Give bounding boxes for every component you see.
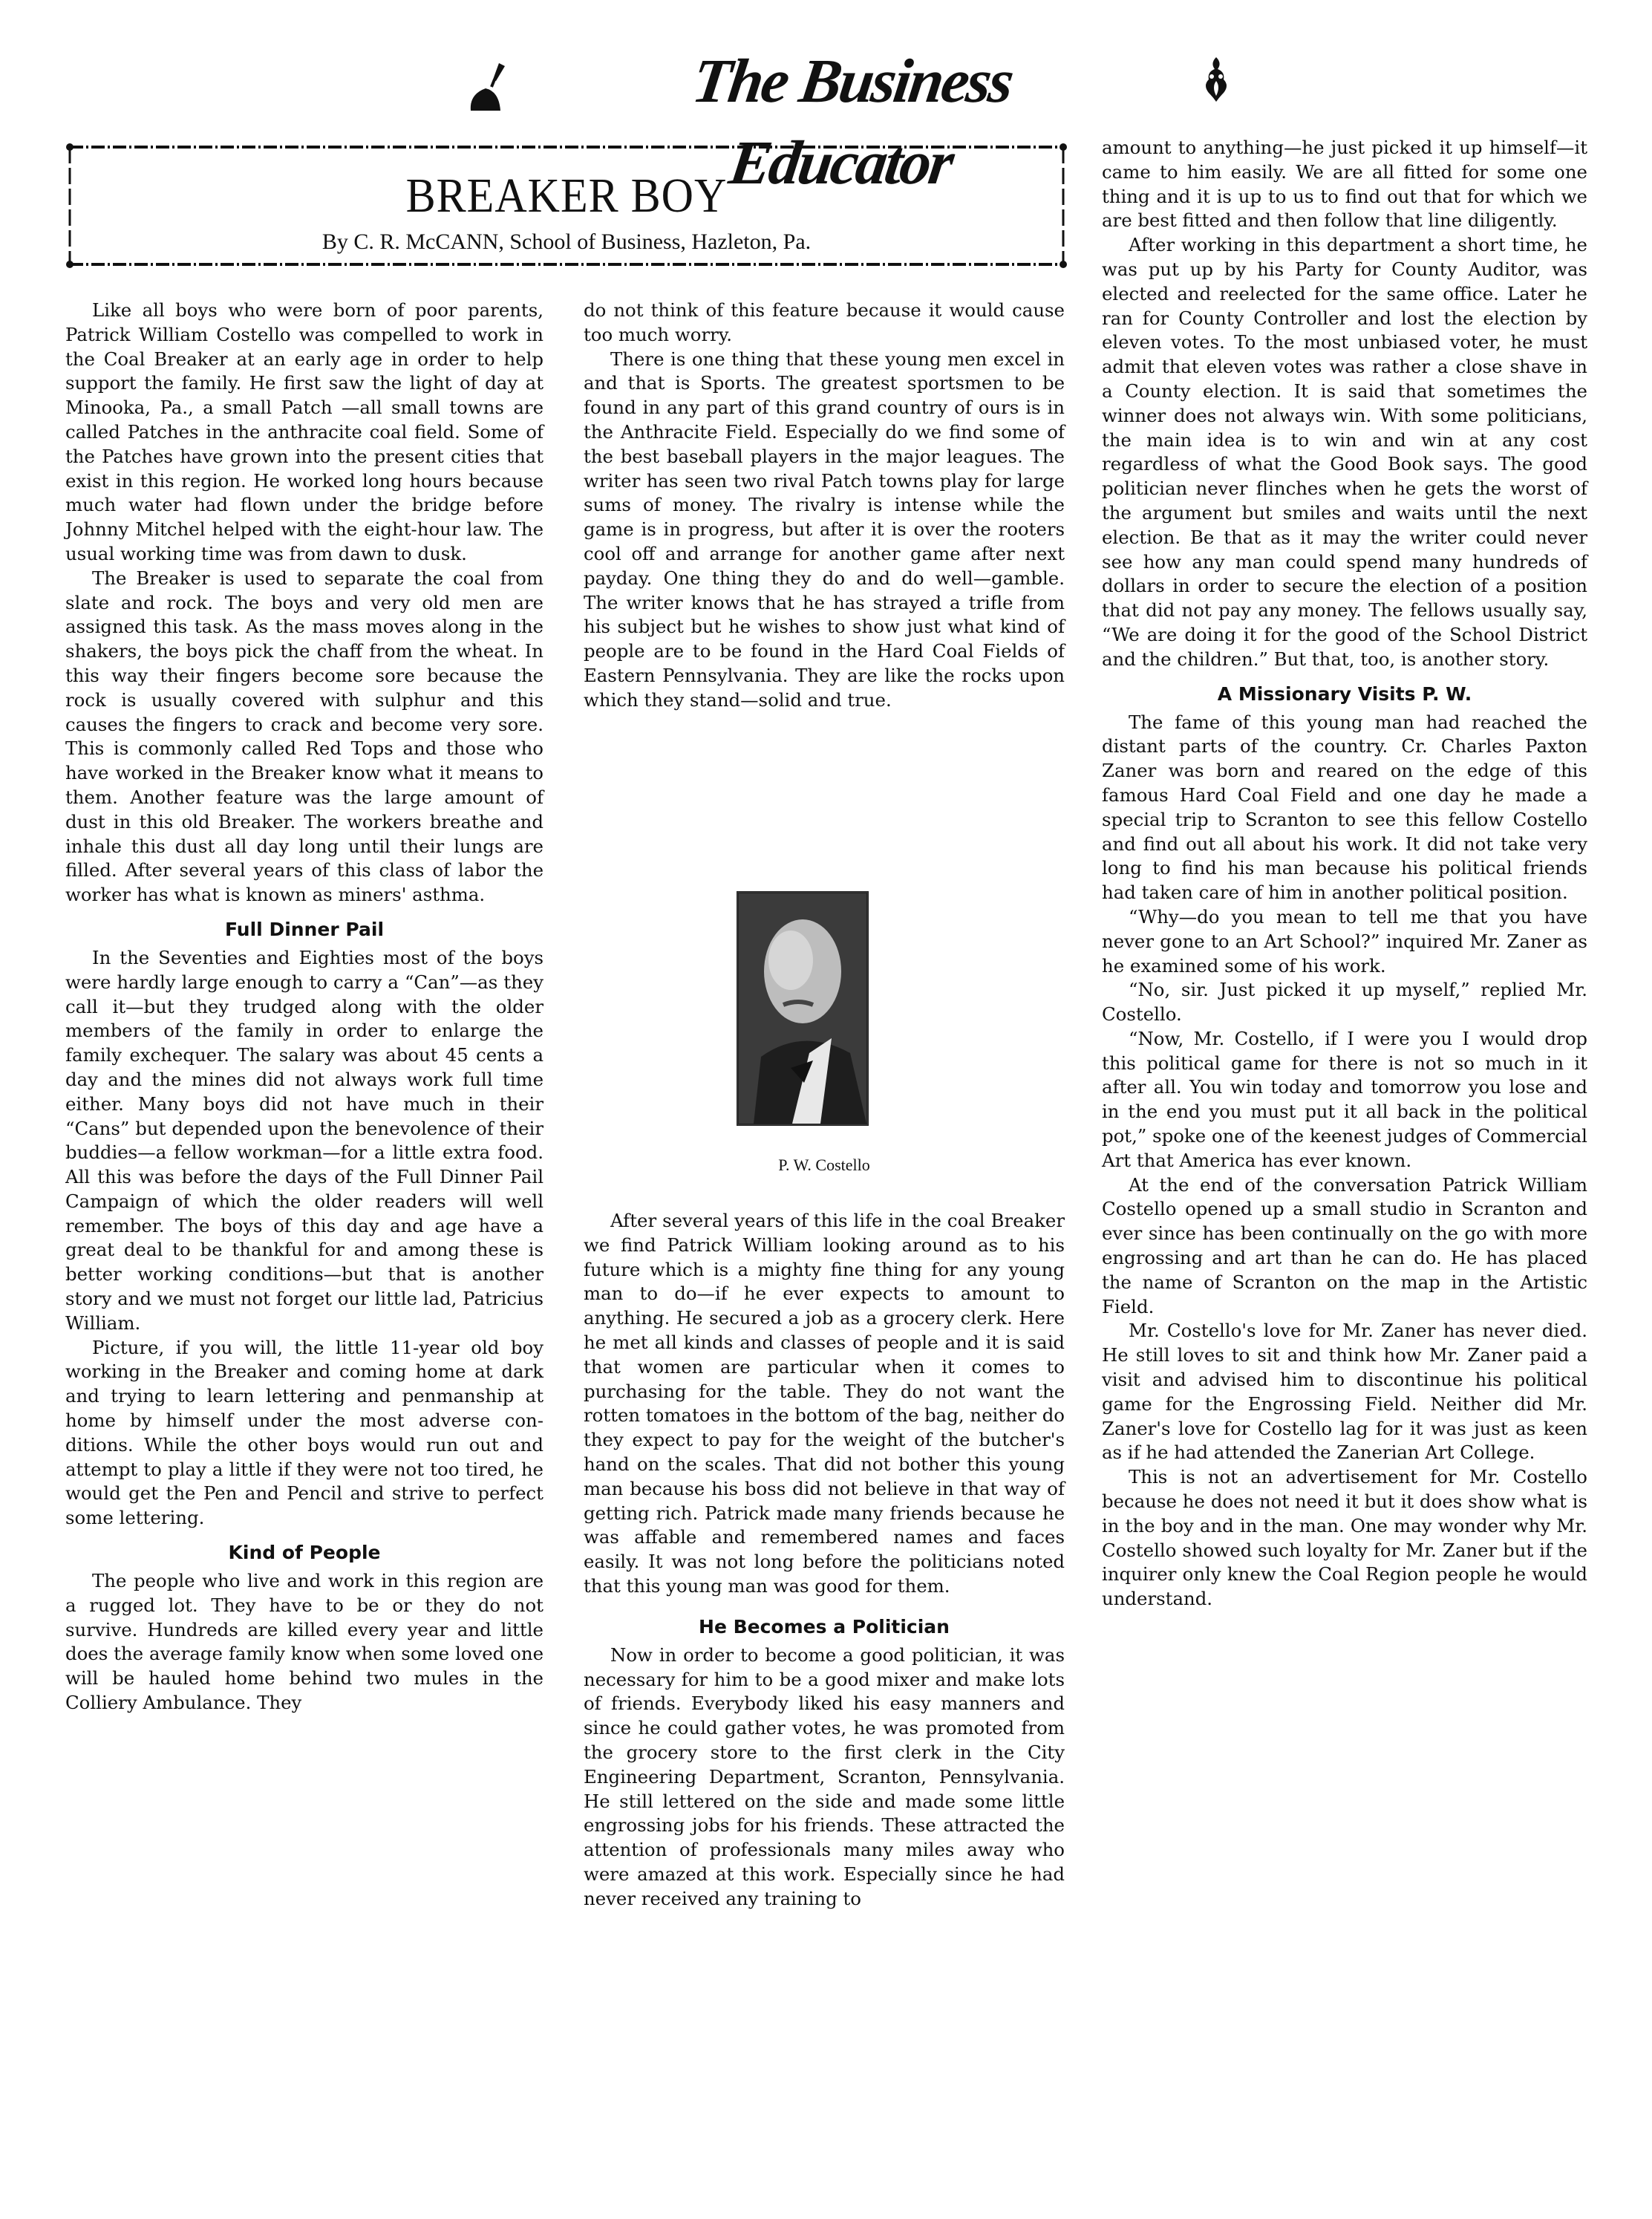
paragraph: “Why—do you mean to tell me that you have never gone to an Art School?” inquired Mr. Zaner as he examined some of his work. [1102, 905, 1587, 977]
masthead-title: The Business Educator [688, 47, 1016, 198]
paragraph: do not think of this feature because it would cause too much worry. [584, 299, 1065, 345]
paragraph: Now in order to become a good politician, it was necessary for him to be a good mixer and make lots of friends. Everybody liked his easy manners and since he could gather votes, he was promoted from the grocery store to the first clerk in the City Engineering Department, Scranton, Pennsylvania. He still lettered on the side and made some little engrossing jobs for his friends. These attracted the attention of professionals many miles away who were amazed at this work. Especially since he had never received any training to [584, 1643, 1065, 1909]
paragraph: Like all boys who were born of poor parents, Patrick William Costello was compelled to work in the Coal Breaker at an early age in order to help support the family. He first saw the light of day at Minooka, Pa., a small Patch —all small towns are called Patches in the anthracite coal field. Some of the Patches have grown into the present cities that exist in this region. He worked long hours because much water had flown under the bridge before Johnny Mitchel helped with the eight-hour law. The usual working time was from dawn to dusk. [65, 299, 543, 564]
column-3 [1102, 136, 1587, 1612]
inkwell-quill-icon [466, 62, 511, 112]
section-heading: Full Dinner Pail [224, 918, 385, 940]
article-title-box [65, 140, 1068, 272]
paragraph: Picture, if you will, the little 11-year old boy working in the Breaker and coming home at dark and trying to learn lettering and penmanship at home by himself under the most adverse conditions. While the other boys would run out and attempt to play a little if they were not too tired, he would get the Pen and Pencil and strive to perfect some lettering. [65, 1336, 543, 1529]
column-1 [65, 299, 543, 1715]
paragraph: “No, sir. Just picked it up myself,” replied Mr. Costello. [1102, 979, 1587, 1026]
paragraph: After working in this department a short time, he was put up by his Party for County Auditor, was elected and reelected for the same office. Later he ran for County Controller and lost the election by eleven votes. To the most unbiased voter, he must admit that eleven votes was rather a close shave in a County election. It is said that sometimes the winner does not always win. With some politicians, the main idea is to win and win at any cost regardless of what the Good Book says. The good politician never flinches when he gets the worst of the argument but smiles and waits until the next election. Be that as it may the writer could never see how any man could spend many hundreds of dollars in order to secure the election of a position that did not pay any money. The fellows usually say, “We are doing it for the good of the School District and the children.” But that, too, is another story. [1102, 234, 1587, 670]
paragraph: This is not an advertisement for Mr. Costello because he does not need it but it does show what is in the boy and in the man. One may wonder why Mr. Costello showed such loyalty for Mr. Zaner but if the inquirer only knew the Coal Region people he would understand. [1102, 1466, 1587, 1610]
paragraph: After several years of this life in the coal Breaker we find Patrick William looking around as to his future which is a mighty fine thing for any young man to do—if he ever expects to amount to anything. He secured a job as a grocery clerk. Here he met all kinds and classes of people and it is said that women are particular when it comes to purchasing for the table. They do not want the rotten tomatoes in the bottom of the bag, neither do they expect to pay for the weight of the butcher's hand on the scales. That did not bother this young man because his boss did not believe in that way of getting rich. Patrick made many friends because he was affable and remembered names and faces easily. It was not long before the politicians noted that this young man was good for them. [584, 1210, 1065, 1597]
paragraph: Mr. Costello's love for Mr. Zaner has never died. He still loves to sit and think how Mr. Zaner paid a visit and advised him to discontinue his political game for the Engrossing Field. Neither did Mr. Zaner's love for Costello lag for it was just as keen as if he had attended the Zanerian Art College. [1102, 1320, 1587, 1464]
section-heading: A Missionary Visits P. W. [1217, 682, 1472, 705]
paragraph: amount to anything—he just picked it up himself—it came to him easily. We are all fitted for some one thing and it is up to us to find out that for which we are best fitted and then follow that line diligently. [1102, 137, 1587, 232]
paragraph: There is one thing that these young men excel in and that is Sports. The greatest sportsmen to be found in any part of this grand country of ours is in the Anthracite Field. Especially do we find some of the best baseball players in the major leagues. The writer has seen two rival Patch towns play for large sums of money. The rivalry is intense while the game is in progress, but after it is over the rooters cool off and arrange for another game after next payday. One thing they do and do well—gamble. The writer knows that he has strayed a trifle from his subject but he wishes to show just what kind of people are to be found in the Hard Coal Fields of Eastern Pennsylvania. They are like the rocks upon which they stand—solid and true. [584, 348, 1065, 711]
paragraph: “Now, Mr. Costello, if I were you I would drop this political game for there is not so much in it after all. You win today and tomorrow you lose and in the end you must put it all back in the political pot,” spoke one of the keenest judges of Commercial Art that America has ever known. [1102, 1027, 1587, 1171]
portrait-photo [737, 891, 869, 1126]
section-heading: Kind of People [228, 1542, 381, 1564]
paragraph: In the Seventies and Eighties most of the boys were hardly large enough to carry a “Can”—as they call it—but they trudged along with the older members of the family in order to enlarge the family exchequer. The salary was about 45 cents a day and the mines did not always work full time either. Many boys did not have much in their “Cans” but depended upon the benevolence of their buddies—a fellow workman—for a little extra food. All this was before the days of the Full Dinner Pail Campaign of which the older readers will well remember. The boys of this day and age have a great deal to be thankful for and among these is better working conditions—but that is another story and we must not forget our little lad, Patricius William. [65, 946, 543, 1334]
paragraph: The Breaker is used to separate the coal from slate and rock. The boys and very old men are assigned this task. As the mass moves along in the shakers, the boys pick the chaff from the wheat. In this way their fingers become sore because the rock is usually covered with sulphur and this causes the fingers to crack and become very sore. This is commonly called Red Tops and those who have worked in the Breaker know what it means to them. Another feature was the large amount of dust in this old Breaker. The workers breathe and inhale this dust all day long until their lungs are filled. After several years of this class of labor the worker has what is known as miners' asthma. [65, 567, 543, 906]
article-title: BREAKER BOY [405, 168, 728, 223]
ornament-icon [1201, 56, 1231, 103]
paragraph: At the end of the conversation Patrick William Costello opened up a small studio in Scranton and ever since has been continually on the go with more engrossing and art than he can do. He has placed the name of Scranton on the map in the Artistic Field. [1102, 1173, 1587, 1317]
paragraph: The fame of this young man had reached the distant parts of the country. Cr. Charles Paxton Zaner was born and reared on the edge of this famous Hard Coal Field and one day he made a special trip to Scranton to see this fellow Costello and find out all about his work. It did not take very long to find his man because his political friends had taken care of him in another political position. [1102, 711, 1587, 904]
section-heading: He Becomes a Politician [699, 1615, 950, 1638]
photo-caption: P. W. Costello [778, 1156, 870, 1174]
article-byline: By C. R. McCANN, School of Business, Hazleton, Pa. [321, 229, 812, 254]
column-2-top [584, 299, 1065, 713]
column-2-bottom [584, 1209, 1065, 1912]
paragraph: The people who live and work in this region are a rugged lot. They have to be or they do not survive. Hundreds are killed every year and little does the average family know when some loved one will be hauled home behind two mules in the Colliery Ambulance. They [65, 1570, 543, 1714]
